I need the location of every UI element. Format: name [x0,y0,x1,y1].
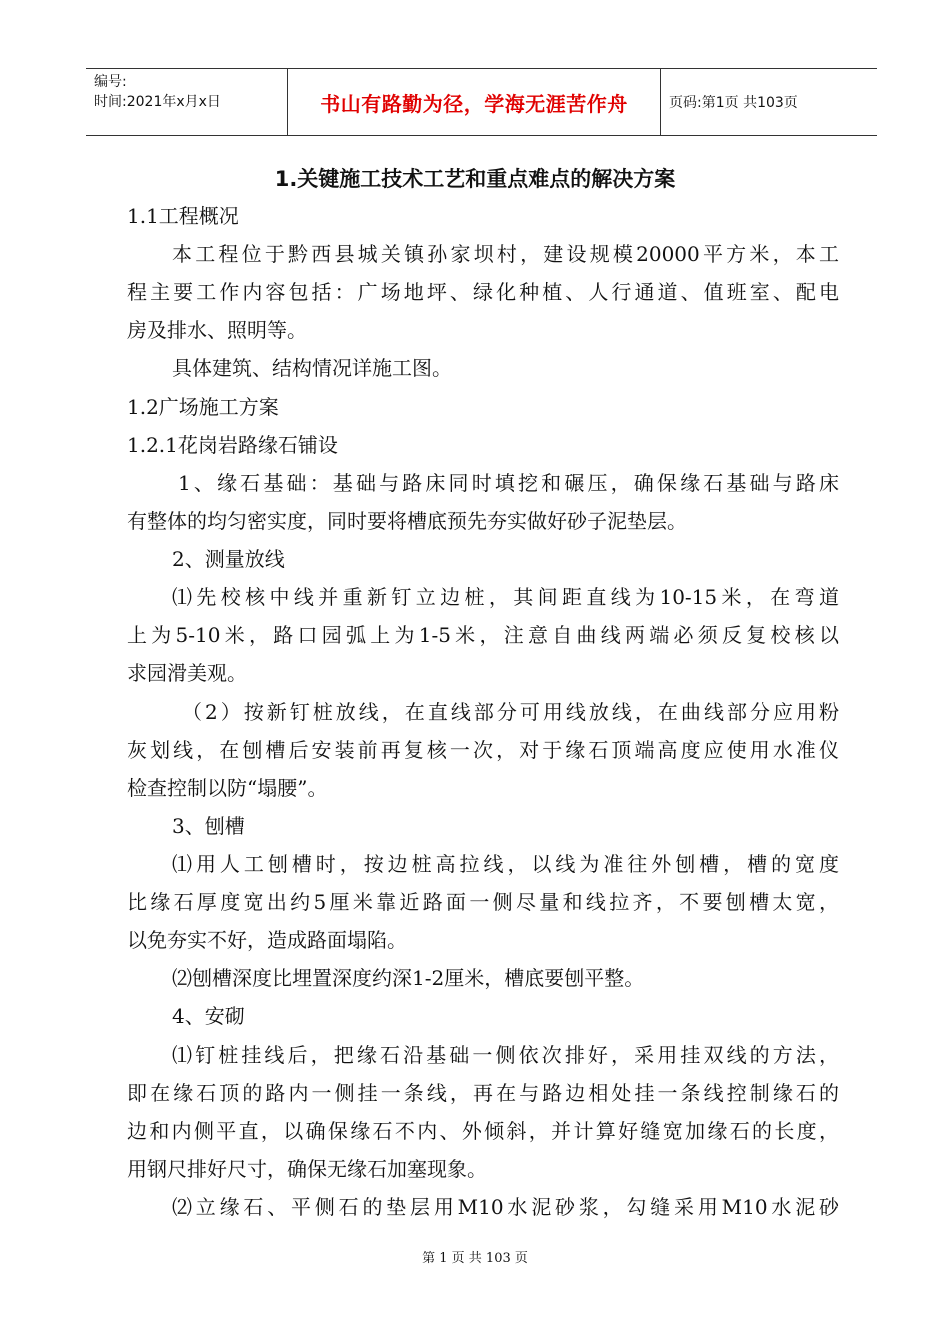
paragraph-line: 程主要工作内容包括：广场地坪、绿化种植、人行通道、值班室、配电 [127,280,839,304]
paragraph-line: ⑵立缘石、平侧石的垫层用M10水泥砂浆，勾缝采用M10水泥砂 [172,1195,839,1219]
paragraph-line: （2）按新钉桩放线，在直线部分可用线放线，在曲线部分应用粉 [182,700,839,724]
paragraph-line: 比缘石厚度宽出约5厘米靠近路面一侧尽量和线拉齐，不要刨槽太宽， [127,890,839,914]
paragraph-line: 房及排水、照明等。 [127,318,307,342]
item-heading: 2、测量放线 [172,547,285,571]
paragraph-line: ⑴用人工刨槽时，按边桩高拉线，以线为准往外刨槽，槽的宽度 [172,852,839,876]
item-heading: 3、刨槽 [172,814,245,838]
header-motto: 书山有路勤为径，学海无涯苦作舟 [287,69,661,135]
section-heading: 1.1工程概况 [127,204,239,228]
header-page-info: 页码:第1页 共103页 [669,95,798,111]
paragraph-line: ⑴先校核中线并重新钉立边桩，其间距直线为10-15米，在弯道 [172,585,839,609]
paragraph-line: 有整体的均匀密实度，同时要将槽底预先夯实做好砂子泥垫层。 [127,509,687,533]
paragraph-line: ⑵刨槽深度比埋置深度约深1-2厘米，槽底要刨平整。 [172,966,645,990]
paragraph-line: 求园滑美观。 [127,661,247,685]
page-footer: 第 1 页 共 103 页 [422,1251,528,1266]
header-number-label: 编号: [94,74,127,90]
subsection-heading: 1.2.1花岗岩路缘石铺设 [127,433,338,457]
paragraph-line: ⑴钉桩挂线后，把缘石沿基础一侧依次排好，采用挂双线的方法， [172,1043,839,1067]
section-heading: 1.2广场施工方案 [127,395,279,419]
paragraph-line: 灰划线，在刨槽后安装前再复核一次，对于缘石顶端高度应使用水准仪 [127,738,839,762]
header-time-label: 时间:2021年x月x日 [94,94,221,110]
paragraph-line: 1、缘石基础：基础与路床同时填挖和碾压，确保缘石基础与路床 [178,471,839,495]
paragraph-line: 边和内侧平直，以确保缘石不内、外倾斜，并计算好缝宽加缘石的长度， [127,1119,839,1143]
document-title: 1.关键施工技术工艺和重点难点的解决方案 [274,167,676,191]
paragraph-line: 检查控制以防“塌腰”。 [127,776,328,800]
paragraph-line: 具体建筑、结构情况详施工图。 [172,356,452,380]
header-table [86,68,877,136]
paragraph-line: 即在缘石顶的路内一侧挂一条线，再在与路边相处挂一条线控制缘石的 [127,1081,839,1105]
paragraph-line: 以免夯实不好，造成路面塌陷。 [127,928,407,952]
paragraph-line: 用钢尺排好尺寸，确保无缘石加塞现象。 [127,1157,487,1181]
paragraph-line: 本工程位于黔西县城关镇孙家坝村，建设规模20000平方米，本工 [172,242,839,266]
item-heading: 4、安砌 [172,1004,245,1028]
header-meta [86,69,287,135]
paragraph-line: 上为5-10米，路口园弧上为1-5米，注意自曲线两端必须反复校核以 [127,623,839,647]
